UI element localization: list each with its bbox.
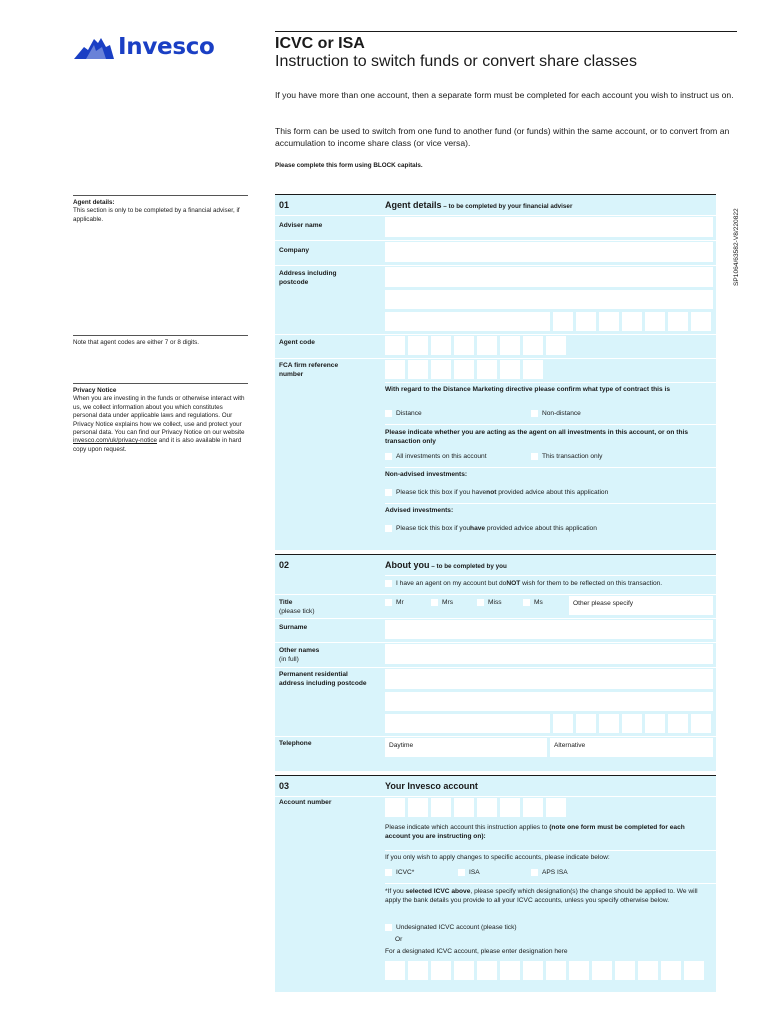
designation-cell[interactable] [523,961,543,980]
designation-cell[interactable] [684,961,704,980]
note-text-end: , please specify which designation(s) the change should be applied to. We will apply the bank details you provide to all your ICVC accounts, unless you specify otherwise below. [385,888,698,904]
title-rule [275,31,737,32]
adviser-address-line-3[interactable] [385,312,550,331]
company-label: Company [279,247,310,254]
designated-instruction: For a designated ICVC account, please enter designation here [385,948,568,955]
residential-postcode-cell[interactable] [691,714,711,733]
undesignated-option[interactable] [385,924,517,931]
title-label-sub: (please tick) [279,607,315,615]
page-title: ICVC or ISA [275,35,365,52]
which-account-instruction [385,824,685,841]
agent-details-note-text: This section is only to be completed by a financial adviser, if applicable. [73,207,240,223]
privacy-tail: and it is also available in hard copy upon request. [73,437,242,453]
non-advised-text-end: provided advice about this application [498,489,609,496]
icvc-option[interactable] [385,869,414,876]
agent-code-cell[interactable] [408,336,428,355]
adviser-address-line-1[interactable] [385,267,713,287]
row-divider [275,240,716,241]
fca-reference-cell[interactable] [385,360,405,379]
invesco-logo [72,32,232,62]
this-transaction-option[interactable] [531,453,602,460]
row-divider [385,503,716,504]
agent-not-reflected-text: I have an agent on my account but do [396,580,507,587]
non-distance-option[interactable] [531,410,581,417]
daytime-phone-input[interactable] [385,738,547,757]
privacy-text: When you are investing in the funds or otherwise interact with us, we collect information about you which constitutes personal data under applicable laws and regulations. Our Privacy Notice explains how we collect, use and protect your personal data. You can find our Privacy Notice on our website [73,395,245,437]
mr-label: Mr [396,599,404,606]
telephone-label: Telephone [279,740,312,747]
page-subtitle: Instruction to switch funds or convert share classes [275,53,637,70]
section-header [275,554,716,574]
agent-not-reflected-option[interactable] [385,580,662,587]
title-miss-option[interactable] [477,599,502,606]
company-input[interactable] [385,242,713,262]
account-number-label: Account number [279,799,332,806]
account-number-cell[interactable] [500,798,520,817]
residential-address-label: Permanent residential address including postcode [279,671,367,687]
designation-cell[interactable] [546,961,566,980]
aps-isa-label: APS ISA [542,869,568,876]
aps-isa-option[interactable] [531,869,568,876]
agent-code-cell[interactable] [454,336,474,355]
agent-not-reflected-checkbox[interactable] [385,580,392,587]
agent-scope-question: Please indicate whether you are acting as the agent on all investments in this account, or on this transaction only [385,429,689,445]
isa-label: ISA [469,869,480,876]
adviser-postcode-cell[interactable] [553,312,573,331]
form-reference-code: SP1064/63582-V8/220822 [733,208,740,286]
mountain-logo-icon [72,33,116,61]
privacy-notice-text [73,395,248,454]
brand-name: Invesco [118,34,215,60]
non-advised-checkbox[interactable] [385,489,392,496]
designation-cell[interactable] [477,961,497,980]
account-number-cell[interactable] [454,798,474,817]
non-advised-title: Non-advised investments: [385,471,468,478]
fca-reference-cell[interactable] [454,360,474,379]
adviser-address-line-2[interactable] [385,290,713,309]
mrs-checkbox[interactable] [431,599,438,606]
row-divider [385,850,716,851]
icvc-designation-note [385,888,710,905]
section-title-text: About you [385,560,430,570]
section-header [275,775,716,795]
adviser-postcode-cell[interactable] [645,312,665,331]
all-investments-option[interactable] [385,453,487,460]
row-divider [275,796,716,797]
fca-reference-cell[interactable] [500,360,520,379]
row-divider [275,265,716,266]
designation-cell[interactable] [431,961,451,980]
title-ms-option[interactable] [523,599,543,606]
section-number: 02 [279,560,290,570]
daytime-label: Daytime [389,742,414,749]
agent-code-cell[interactable] [431,336,451,355]
row-divider [385,883,716,884]
intro-paragraph-2: This form can be used to switch from one fund to another fund (or funds) within the same account, or to convert from an accumulation to income share class (or vice versa). [275,126,730,148]
other-names-label [279,647,379,664]
which-account-text: Please indicate which account this instruction applies to [385,824,550,831]
advised-bold: have [470,525,486,532]
section-agent-details [275,194,716,550]
non-advised-bold: not [486,489,497,496]
agent-code-cell[interactable] [477,336,497,355]
non-advised-text: Please tick this box if you have [396,489,487,496]
designation-cell[interactable] [500,961,520,980]
note-bold: selected ICVC above [405,888,471,895]
row-divider [275,667,716,668]
agent-code-cell[interactable] [385,336,405,355]
residential-address-line-3[interactable] [385,714,550,733]
row-divider [275,594,716,595]
agent-details-note-title: Agent details: [73,199,115,206]
undesignated-label: Undesignated ICVC account (please tick) [396,924,517,931]
row-divider [385,382,716,383]
account-number-cell[interactable] [408,798,428,817]
agent-details-note [73,195,248,224]
adviser-postcode-cell[interactable] [576,312,596,331]
advised-text: Please tick this box if you [396,525,471,532]
icvc-checkbox[interactable] [385,869,392,876]
non-distance-checkbox[interactable] [531,410,538,417]
which-account-bold: (note one form must be completed for each account you are instructing on): [385,824,685,840]
note-text: *If you [385,888,406,895]
section-title-text: Agent details [385,200,442,210]
account-number-cell[interactable] [431,798,451,817]
row-divider [275,215,716,216]
distance-option-label: Distance [396,410,422,417]
account-number-cell[interactable] [477,798,497,817]
non-distance-option-label: Non-distance [542,410,581,417]
other-names-input[interactable] [385,644,713,664]
intro-instruction: Please complete this form using BLOCK capitals. [275,162,423,169]
privacy-notice-link[interactable]: invesco.com/uk/privacy-notice [73,437,157,445]
undesignated-checkbox[interactable] [385,924,392,931]
non-advised-option[interactable] [385,489,608,496]
account-number-cell[interactable] [546,798,566,817]
miss-label: Miss [488,599,502,606]
all-investments-label: All investments on this account [396,453,487,460]
row-divider [275,736,716,737]
alternative-phone-input[interactable] [550,738,713,757]
isa-option[interactable] [458,869,480,876]
account-number-cell[interactable] [523,798,543,817]
title-label [279,599,379,616]
designation-cell[interactable] [454,961,474,980]
designation-cell[interactable] [569,961,589,980]
adviser-postcode-cell[interactable] [691,312,711,331]
account-number-cell[interactable] [385,798,405,817]
alternative-label: Alternative [554,742,586,749]
title-other-input[interactable] [569,596,713,615]
advised-title: Advised investments: [385,507,454,514]
all-investments-checkbox[interactable] [385,453,392,460]
row-divider [385,575,716,576]
advised-text-end: provided advice about this application [486,525,597,532]
residential-postcode-cell[interactable] [668,714,688,733]
aps-isa-checkbox[interactable] [531,869,538,876]
designation-cell[interactable] [661,961,681,980]
row-divider [275,358,716,359]
title-mr-option[interactable] [385,599,404,606]
surname-input[interactable] [385,620,713,639]
privacy-notice-title: Privacy Notice [73,387,117,394]
advised-option[interactable] [385,525,597,532]
section-title-sub: – to be completed by your financial adviser [441,203,573,210]
agent-code-cell[interactable] [523,336,543,355]
adviser-name-input[interactable] [385,217,713,237]
other-names-text: Other names [279,647,320,654]
advised-checkbox[interactable] [385,525,392,532]
or-text: Or [395,936,403,943]
designation-cell[interactable] [638,961,658,980]
isa-checkbox[interactable] [458,869,465,876]
title-mrs-option[interactable] [431,599,453,606]
residential-postcode-cell[interactable] [622,714,642,733]
fca-reference-cell[interactable] [431,360,451,379]
designation-cell[interactable] [408,961,428,980]
surname-label: Surname [279,624,308,631]
agent-code-cell[interactable] [500,336,520,355]
specific-accounts-instruction: If you only wish to apply changes to specific accounts, please indicate below: [385,854,610,861]
residential-address-line-2[interactable] [385,692,713,711]
section-about-you [275,554,716,771]
this-transaction-label: This transaction only [542,453,603,460]
agent-code-label: Agent code [279,339,315,346]
adviser-postcode-cell[interactable] [599,312,619,331]
this-transaction-checkbox[interactable] [531,453,538,460]
residential-postcode-cell[interactable] [576,714,596,733]
ms-checkbox[interactable] [523,599,530,606]
designation-cell[interactable] [615,961,635,980]
section-number: 01 [279,200,290,210]
mr-checkbox[interactable] [385,599,392,606]
fca-reference-label: FCA firm reference number [279,362,339,378]
agent-code-note: Note that agent codes are either 7 or 8 digits. [73,335,248,347]
fca-reference-cell[interactable] [523,360,543,379]
miss-checkbox[interactable] [477,599,484,606]
agent-not-reflected-text-end: wish for them to be reflected on this transaction. [522,580,663,587]
other-names-sub: (in full) [279,655,299,663]
distance-checkbox[interactable] [385,410,392,417]
residential-postcode-cell[interactable] [645,714,665,733]
row-divider [275,642,716,643]
section-your-account [275,775,716,992]
residential-postcode-cell[interactable] [599,714,619,733]
section-number: 03 [279,781,290,791]
section-title [385,560,507,570]
row-divider [385,467,716,468]
row-divider [275,334,716,335]
row-divider [275,618,716,619]
adviser-address-label: Address including postcode [279,270,337,286]
title-other-label: Other please specify [573,600,634,607]
ms-label: Ms [534,599,543,606]
row-divider [385,424,716,425]
distance-marketing-question: With regard to the Distance Marketing directive please confirm what type of contract this is [385,386,670,393]
section-title: Your Invesco account [385,781,478,791]
section-title [385,200,572,210]
intro-paragraph-1: If you have more than one account, then a separate form must be completed for each account you wish to instruct us on. [275,90,734,100]
section-header [275,194,716,214]
fca-reference-cell[interactable] [477,360,497,379]
section-title-sub: – to be completed by you [429,563,507,570]
adviser-postcode-cell[interactable] [668,312,688,331]
privacy-notice [73,383,248,454]
icvc-label: ICVC* [396,869,415,876]
fca-reference-cell[interactable] [408,360,428,379]
designation-cell[interactable] [592,961,612,980]
title-label-text: Title [279,599,293,606]
agent-code-cell[interactable] [546,336,566,355]
designation-cell[interactable] [385,961,405,980]
distance-option[interactable] [385,410,422,417]
residential-postcode-cell[interactable] [553,714,573,733]
adviser-postcode-cell[interactable] [622,312,642,331]
residential-address-line-1[interactable] [385,669,713,689]
adviser-name-label: Adviser name [279,222,323,229]
mrs-label: Mrs [442,599,453,606]
agent-not-reflected-bold: NOT [506,580,521,587]
